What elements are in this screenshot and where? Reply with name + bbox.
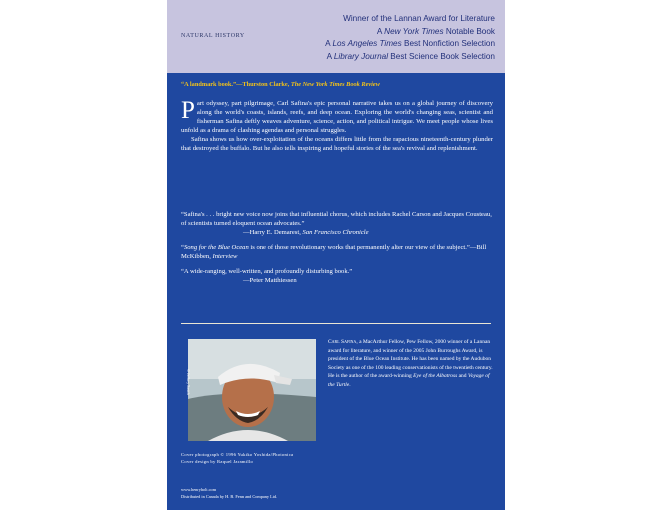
- award-publication: New York Times: [384, 26, 444, 36]
- review-quote: [181, 210, 493, 237]
- review-book-title: Song for the Blue Ocean: [183, 244, 249, 251]
- description-text: art odyssey, part pilgrimage, Carl Safina's epic personal narrative takes us on a global journey of discovery along the world's coasts, islands, reefs, and deep ocean. Exploring the world's changing seas, scientist and fisherman Safina deftly weaves adventure, science, action, and political intrigue. We meet people whose lives unfold as a drama of clashing agendas and personal struggles.: [181, 100, 493, 134]
- award-line: [325, 38, 495, 51]
- review-source: Interview: [212, 253, 238, 260]
- publisher-url: www.henryholt.com: [181, 487, 217, 492]
- bio-text: , a MacArthur Fellow, Pew Fellow, 2000 winner of a Lannan award for literature, and winner of the 2005 John Burroughs Award, is president of the Blue Ocean Institute. He has been named by the Audubon Society as one of the 100 leading conservationists of the twentieth century. He is the author of the award-winning: [328, 339, 493, 380]
- award-text: A: [326, 51, 334, 61]
- featured-quote-source: The New York Times Book Review: [290, 81, 380, 88]
- book-description: [181, 97, 493, 153]
- award-text: Best Nonfiction Selection: [401, 39, 495, 49]
- bio-text: .: [349, 381, 351, 388]
- review-text-part: “Safina's . . . bright new voice now joins that influential chorus, which includes Rachel Carson and Jacques Cousteau, of scientists turned eloquent ocean advocates.”: [181, 211, 492, 227]
- featured-quote: [181, 81, 495, 88]
- bio-book-title: Voyage of the Turtle: [328, 373, 490, 388]
- review-author: —Harry E. Demarest,: [243, 229, 303, 236]
- bio-book-title: Eye of the Albatross: [413, 373, 458, 380]
- category-label: NATURAL HISTORY: [181, 33, 245, 39]
- author-photo: [188, 339, 316, 441]
- review-text: [181, 210, 493, 228]
- review-quote: [181, 267, 493, 285]
- bio-text: and: [457, 373, 468, 380]
- divider-rule: [181, 323, 491, 324]
- award-text: Notable Book: [443, 26, 495, 36]
- review-source: San Francisco Chronicle: [302, 229, 369, 236]
- distribution-note: Distributed in Canada by H. B. Fenn and Company Ltd.: [181, 493, 278, 499]
- description-paragraph-2: Safina shows us how over-exploitation of the oceans differs little from the rapacious nineteenth-century plunder that destroyed the buffalo. But he also tells inspiring and hopeful stories of the sea's revival and replenishment.: [181, 135, 493, 152]
- award-publication: Library Journal: [333, 51, 389, 61]
- award-line: [325, 51, 495, 64]
- header-band: [167, 0, 505, 73]
- award-text: Winner of the Lannan Award for Literature: [343, 14, 495, 23]
- book-back-cover: [167, 0, 505, 510]
- award-text: A: [325, 39, 333, 49]
- awards-list: [325, 13, 495, 63]
- review-text: [181, 267, 493, 276]
- award-text: A: [376, 26, 385, 36]
- review-quote: [181, 243, 493, 261]
- description-paragraph-1: [181, 97, 493, 136]
- author-photo-image: [188, 339, 316, 441]
- publisher-info: [181, 487, 277, 501]
- award-line: [325, 13, 495, 26]
- award-text: Best Science Book Selection: [388, 51, 495, 61]
- review-text-part: “: [181, 244, 184, 251]
- review-author: —Peter Matthiessen: [243, 277, 297, 284]
- review-quotes: [181, 210, 493, 291]
- award-line: [325, 26, 495, 39]
- review-attribution: [181, 228, 493, 237]
- cover-credits: [181, 451, 293, 465]
- award-publication: Los Angeles Times: [332, 39, 402, 49]
- design-credit-line: Cover design by Raquel Jaramillo: [181, 459, 254, 465]
- featured-quote-text: “A landmark book.”: [181, 81, 237, 88]
- featured-quote-attribution: —Thurston Clarke,: [236, 81, 291, 88]
- photo-credit-line: Cover photograph © 1996 Yukiko Yoshida/Photonica: [181, 452, 294, 457]
- review-text-part: is one of those revolutionary works that permanently alter our view of the subject.”—Bill McKibben,: [181, 244, 487, 260]
- author-name: Carl Safina: [328, 339, 357, 345]
- review-text-part: “A wide-ranging, well-written, and profoundly disturbing book.”: [181, 268, 353, 275]
- review-attribution: [181, 276, 493, 285]
- photo-credit: © Jeffrey Smith: [186, 369, 191, 395]
- author-bio: [328, 338, 493, 390]
- review-text: [181, 243, 493, 261]
- drop-cap: P: [181, 97, 195, 124]
